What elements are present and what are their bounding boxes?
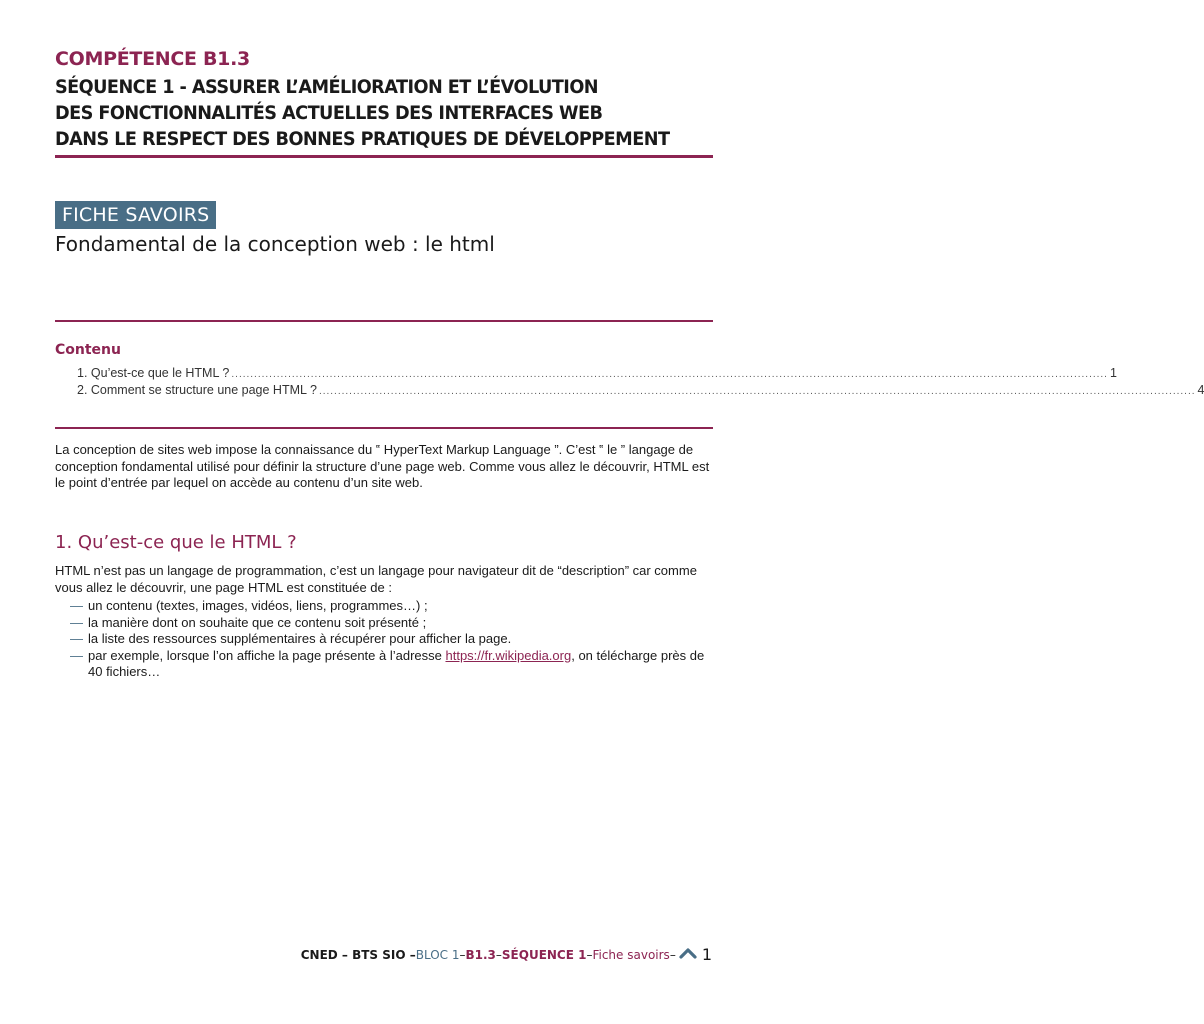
toc-leader-dots: ........................................................................................................................................................................................................................................ — [318, 386, 1196, 397]
table-of-contents — [77, 366, 1204, 400]
fiche-badge: FICHE SAVOIRS — [55, 201, 216, 229]
toc-heading: Contenu — [55, 342, 121, 358]
footer-separator: – — [495, 947, 502, 962]
footer-cned: CNED – BTS SIO – — [300, 947, 416, 962]
toc-entry-page[interactable]: 4 — [1197, 383, 1204, 397]
footer-separator: – — [586, 947, 593, 962]
toc-bottom-divider — [55, 427, 713, 429]
list-item — [55, 598, 713, 615]
sequence-title-line: DANS LE RESPECT DES BONNES PRATIQUES DE DÉVELOPPEMENT — [55, 128, 670, 150]
dash-bullet-icon: — — [70, 631, 83, 646]
list-item-text: la liste des ressources supplémentaires à récupérer pour afficher la page. — [88, 631, 512, 646]
section-heading: 1. Qu’est-ce que le HTML ? — [55, 532, 297, 553]
list-item — [55, 615, 713, 632]
footer-b13: B1.3 — [465, 947, 496, 962]
footer-separator: – — [669, 947, 676, 962]
dash-bullet-icon: — — [70, 647, 83, 663]
sequence-title — [55, 74, 687, 152]
list-item — [55, 648, 713, 681]
competence-title: COMPÉTENCE B1.3 — [55, 48, 250, 70]
page-footer — [301, 945, 712, 964]
toc-entry-label[interactable]: 1. Qu’est-ce que le HTML ? — [77, 366, 230, 380]
footer-separator: – — [459, 947, 466, 962]
toc-entry[interactable] — [77, 383, 1204, 400]
sequence-title-line: DES FONCTIONNALITÉS ACTUELLES DES INTERFACES WEB — [55, 102, 603, 124]
list-item-text: , on télécharge près de 40 fichiers… — [88, 647, 705, 679]
chevron-up-icon[interactable] — [679, 947, 697, 962]
dash-bullet-icon: — — [70, 614, 83, 630]
sequence-title-line: SÉQUENCE 1 - ASSURER L’AMÉLIORATION ET L’ÉVOLUTION — [55, 76, 599, 98]
list-item-text: par exemple, lorsque l’on affiche la page présente à l’adresse — [88, 647, 446, 663]
header-divider — [55, 155, 713, 158]
list-item — [55, 631, 713, 648]
list-item-text: un contenu (textes, images, vidéos, liens, programmes…) ; — [88, 598, 428, 613]
footer-sequence: SÉQUENCE 1 — [501, 947, 587, 962]
section-paragraph: HTML n’est pas un langage de programmation, c’est un langage pour navigateur dit de “description” car comme vous allez le découvrir, une page HTML est constituée de : — [55, 563, 697, 595]
footer-bloc: BLOC 1 — [415, 947, 460, 962]
wikipedia-link[interactable]: https://fr.wikipedia.org — [445, 647, 572, 663]
toc-top-divider — [55, 320, 713, 322]
bullet-list — [55, 598, 713, 681]
toc-entry-label[interactable]: 2. Comment se structure une page HTML ? — [77, 383, 317, 397]
toc-entry[interactable] — [77, 366, 1117, 383]
toc-leader-dots: ........................................................................................................................................................................................................................................ — [231, 369, 1108, 380]
list-item-text: la manière dont on souhaite que ce contenu soit présenté ; — [88, 614, 427, 630]
dash-bullet-icon: — — [70, 598, 83, 613]
chevron-up-icon-svg — [679, 947, 697, 959]
intro-paragraph: La conception de sites web impose la connaissance du ‟ HyperText Markup Language ”. C’est ‟ le ” langage de conception fondamental utilisé pour définir la structure d’une page web. Comme vous allez le découvrir, HTML est le point d’entrée par lequel on accède au contenu d’un site web. — [55, 442, 710, 490]
footer-page-number: 1 — [701, 945, 712, 964]
toc-entry-page[interactable]: 1 — [1109, 366, 1117, 380]
fiche-title: Fondamental de la conception web : le html — [55, 232, 495, 256]
footer-fiche: Fiche savoirs — [592, 947, 670, 962]
